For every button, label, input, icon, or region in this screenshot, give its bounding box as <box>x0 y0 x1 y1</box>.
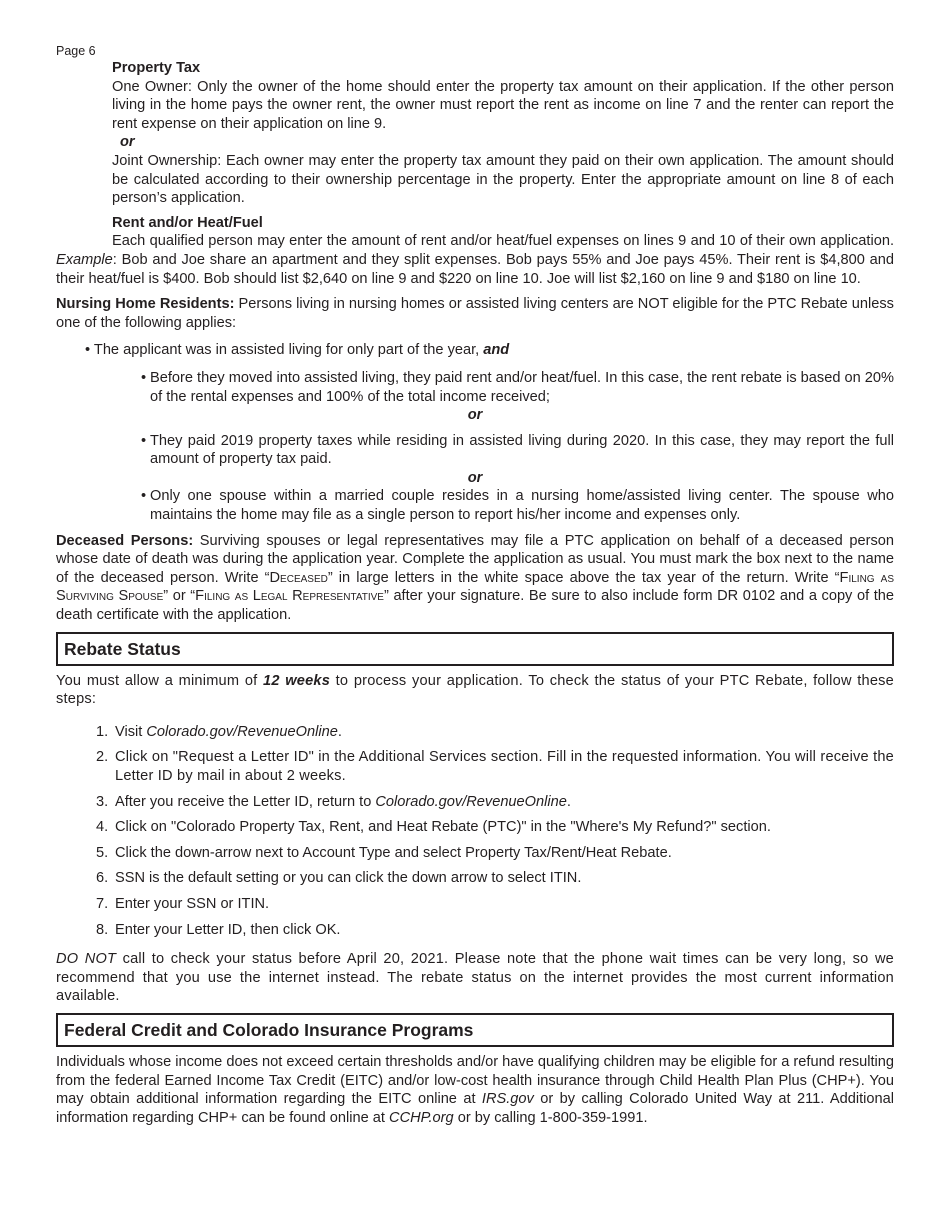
sub-bullet-3-text: Only one spouse within a married couple resides in a nursing home/assisted living center. The spouse who maintains the home may file as a single person to report his/her income and expenses only. <box>150 488 894 524</box>
step-item <box>96 921 894 940</box>
step-item <box>96 748 894 785</box>
step-text: Click on "Request a Letter ID" in the Additional Services section. Fill in the requested information. You will receive the Letter ID by mail in about 2 weeks. <box>115 749 894 784</box>
revenue-online-link[interactable]: Colorado.gov/RevenueOnline <box>375 793 567 810</box>
sub-bullet-1 <box>141 369 894 406</box>
rent-heat-paragraph <box>56 232 894 288</box>
rebate-closing-paragraph <box>56 950 894 1006</box>
bullet-main-and: and <box>483 342 510 359</box>
revenue-online-link[interactable]: Colorado.gov/RevenueOnline <box>146 723 338 740</box>
federal-text-2: or by calling Colorado United Way at 211. Additional information regarding CHP+ can be found online at <box>56 1091 895 1126</box>
step-number: 8. <box>96 921 109 938</box>
sub-bullet-1-text: Before they moved into assisted living, they paid rent and/or heat/fuel. In this case, the rent rebate is based on 20% of the rental expenses and 100% of the total income received; <box>150 369 894 405</box>
rebate-status-intro <box>56 672 894 709</box>
step-text: Click the down-arrow next to Account Type and select Property Tax/Rent/Heat Rebate. <box>115 844 672 861</box>
step-text <box>115 723 894 742</box>
bullet-mark: • <box>141 488 147 505</box>
step-item <box>96 895 894 914</box>
step-number: 4. <box>96 819 109 836</box>
federal-text-3: or by calling 1-800-359-1991. <box>453 1109 648 1126</box>
step-number: 7. <box>96 895 109 912</box>
irs-link[interactable]: IRS.gov <box>481 1091 534 1108</box>
nursing-home-section <box>56 295 894 525</box>
step-number: 1. <box>96 723 109 740</box>
rebate-steps-list <box>56 723 894 939</box>
step-text <box>115 793 894 812</box>
one-owner-paragraph: One Owner: Only the owner of the home should enter the property tax amount on their application. If the other person living in the home pays the owner rent, the owner must report the rent as income on line 7 and the renter can report the rent expense on their application on line 9. <box>112 78 894 132</box>
federal-credit-heading: Federal Credit and Colorado Insurance Programs <box>56 1013 894 1047</box>
rebate-status-heading: Rebate Status <box>56 632 894 666</box>
step-text-post: . <box>566 793 571 810</box>
step-number: 6. <box>96 870 109 887</box>
sub-bullets <box>141 369 894 525</box>
step-number: 5. <box>96 844 109 861</box>
step-number: 3. <box>96 793 109 810</box>
example-label: Example <box>56 251 113 268</box>
deceased-text-4: ” after your signature. Be sure to also include form DR 0102 and a copy of the death certificate with the application. <box>56 588 895 624</box>
nursing-home-text: Persons living in nursing homes or assisted living centers are NOT eligible for the PTC Rebate unless one of the following applies: <box>56 296 894 331</box>
cchp-link[interactable]: CCHP.org <box>389 1109 454 1126</box>
do-not-emphasis: DO NOT <box>56 951 117 968</box>
sub-bullet-3 <box>141 487 894 524</box>
step-text-pre: After you receive the Letter ID, return to <box>115 793 376 810</box>
rebate-status-section <box>56 632 894 1006</box>
bullet-main <box>85 341 894 360</box>
step-item <box>96 869 894 888</box>
rent-heat-intro: Each qualified person may enter the amount of rent and/or heat/fuel expenses on lines 9 and 10 of their own application. <box>112 233 894 250</box>
federal-credit-section <box>56 1013 894 1127</box>
federal-credit-paragraph <box>56 1053 894 1127</box>
step-text: Click on "Colorado Property Tax, Rent, and Heat Rebate (PTC)" in the "Where's My Refund?" section. <box>115 819 771 836</box>
deceased-text-3: ” or “ <box>163 588 196 605</box>
step-number: 2. <box>96 749 109 766</box>
document-body <box>56 59 894 1127</box>
deceased-smallcaps-2: Filing as Surviving Spouse <box>56 569 894 605</box>
rebate-intro-a: You must allow a minimum of <box>56 672 264 689</box>
nursing-home-label: Nursing Home Residents: <box>56 296 235 313</box>
deceased-section <box>56 532 894 625</box>
nursing-home-paragraph <box>56 295 894 332</box>
step-text: Enter your SSN or ITIN. <box>115 895 270 912</box>
deceased-smallcaps-1: Deceased <box>269 569 328 586</box>
deceased-text-1: Surviving spouses or legal representatives may file a PTC application on behalf of a deceased person whose date of death was during the application year. Complete the application as usual. You must mark the box next to the name of the deceased person. Write “ <box>56 532 894 586</box>
deceased-smallcaps-3: Filing as Legal Representative <box>195 588 384 605</box>
sub-bullet-2-text: They paid 2019 property taxes while residing in assisted living during 2020. In this case, they may report the full amount of property tax paid. <box>150 432 894 468</box>
rent-heat-heading: Rent and/or Heat/Fuel <box>112 214 263 231</box>
step-item <box>96 818 894 837</box>
or-connector-2: or <box>467 469 483 486</box>
step-text-pre: Visit <box>115 723 147 740</box>
bullet-main-text: • The applicant was in assisted living for only part of the year, <box>85 342 484 359</box>
step-text-post: . <box>337 723 342 740</box>
example-text: : Bob and Joe share an apartment and they split expenses. Bob pays 55% and Joe pays 45%. Their rent is $4,800 and their heat/fuel is $400. Bob should list $2,640 on line 9 and $220 on line 10. Joe will list $2,160 on line 9 and $180 on line 10. <box>56 251 894 287</box>
step-item <box>96 793 894 812</box>
step-text: SSN is the default setting or you can click the down arrow to select ITIN. <box>115 870 582 887</box>
bullet-mark: • <box>141 432 147 449</box>
page-number: Page 6 <box>56 44 96 58</box>
rent-heat-section <box>56 214 894 288</box>
or-connector: or <box>120 134 135 151</box>
federal-text-1: Individuals whose income does not exceed certain thresholds and/or have qualifying children may be eligible for a refund resulting from the federal Earned Income Tax Credit (EITC) and/or low-cost health insurance through Child Health Plan Plus (CHP+). You may obtain additional information regarding the EITC online at <box>56 1053 895 1108</box>
step-item <box>96 723 894 742</box>
deceased-label: Deceased Persons: <box>56 532 194 549</box>
rebate-intro-weeks: 12 weeks <box>263 672 331 689</box>
bullet-mark: • <box>141 369 147 386</box>
property-tax-heading: Property Tax <box>112 60 201 76</box>
property-tax-section <box>56 59 894 208</box>
or-connector-1: or <box>467 407 483 424</box>
rebate-intro-c: to process your application. To check the status of your PTC Rebate, follow these steps: <box>56 672 894 708</box>
rebate-closing-text: call to check your status before April 20, 2021. Please note that the phone wait times can be very long, so we recommend that you use the internet instead. The rebate status on the internet provides the most current information available. <box>56 951 894 1005</box>
sub-bullet-2 <box>141 432 894 469</box>
deceased-paragraph <box>56 532 894 625</box>
step-text: Enter your Letter ID, then click OK. <box>115 921 341 938</box>
deceased-text-2: ” in large letters in the white space above the tax year of the return. Write “ <box>327 569 840 586</box>
step-item <box>96 844 894 863</box>
joint-ownership-paragraph: Joint Ownership: Each owner may enter the property tax amount they paid on their own application. The amount should be calculated according to their ownership percentage in the property. Enter the appropriate amount on line 8 of each person’s application. <box>112 152 894 207</box>
